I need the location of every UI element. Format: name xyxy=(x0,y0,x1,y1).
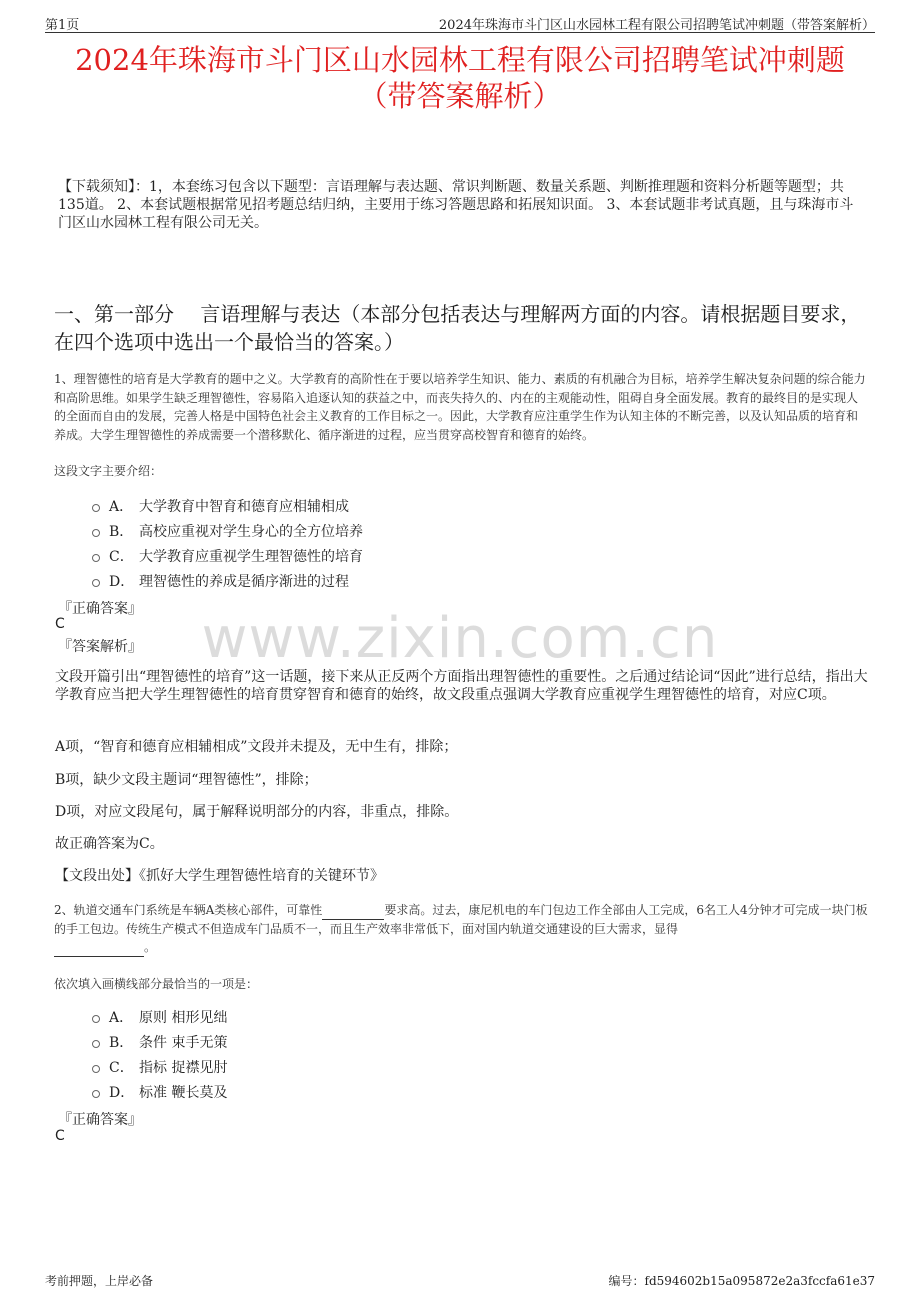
radio-icon[interactable] xyxy=(92,529,100,537)
option-letter: C． xyxy=(109,1060,134,1076)
q2-stem-part-1: 2、轨道交通车门系统是车辆A类核心部件，可靠性 xyxy=(54,903,323,917)
option-letter: B． xyxy=(109,1035,134,1051)
q1-note-b: B项，缺少文段主题词“理智德性”，排除； xyxy=(55,772,318,788)
q2-prompt: 依次填入画横线部分最恰当的一项是： xyxy=(54,977,259,991)
q2-option-c[interactable] xyxy=(92,1057,227,1077)
radio-icon[interactable] xyxy=(92,579,100,587)
q1-note-d: D项，对应文段尾句，属于解释说明部分的内容，非重点，排除。 xyxy=(55,804,459,820)
page-header xyxy=(45,12,875,33)
q2-option-b[interactable] xyxy=(92,1032,227,1052)
title-line-1: 2024年珠海市斗门区山水园林工程有限公司招聘笔试冲刺题 xyxy=(75,43,845,77)
option-letter: D． xyxy=(109,574,135,590)
q1-prompt: 这段文字主要介绍： xyxy=(54,464,163,478)
watermark: www.zixin.com.cn xyxy=(201,606,719,671)
header-doc-title: 2024年珠海市斗门区山水园林工程有限公司招聘笔试冲刺题（带答案解析） xyxy=(438,18,875,33)
radio-icon[interactable] xyxy=(92,504,100,512)
radio-icon[interactable] xyxy=(92,554,100,562)
q1-option-c[interactable] xyxy=(92,546,363,566)
option-letter: B． xyxy=(109,524,134,540)
q2-stem-part-3: 。 xyxy=(144,940,157,954)
document-title xyxy=(40,42,880,114)
radio-icon[interactable] xyxy=(92,1015,100,1023)
radio-icon[interactable] xyxy=(92,1090,100,1098)
option-text: 标准 鞭长莫及 xyxy=(139,1085,228,1101)
download-notice: 【下载须知】：1，本套练习包含以下题型：言语理解与表达题、常识判断题、数量关系题、判断推理题和资料分析题等题型；共135道。 2、本套试题根据常见招考题总结归纳，主要用于练习答题思路和拓展知识面。 3、本套试题非考试真题，且与珠海市斗门区山水园林工程有限公司无关。 xyxy=(58,179,854,231)
option-letter: C． xyxy=(109,549,134,565)
title-line-2: （带答案解析） xyxy=(358,79,562,113)
q2-blank-2 xyxy=(54,944,144,957)
option-text: 条件 束手无策 xyxy=(139,1035,228,1051)
q1-note-a: A项，“智育和德育应相辅相成”文段并未提及，无中生有，排除； xyxy=(55,739,458,755)
q2-answer-label: 『正确答案』 xyxy=(58,1112,142,1128)
q1-source: 【文段出处】《抓好大学生理智德性培育的关键环节》 xyxy=(55,868,384,884)
q2-option-d[interactable] xyxy=(92,1082,227,1102)
option-letter: A． xyxy=(109,499,134,515)
q2-stem xyxy=(54,901,868,957)
option-letter: D． xyxy=(109,1085,135,1101)
option-text: 指标 捉襟见肘 xyxy=(139,1060,228,1076)
footer-doc-id: 编号：fd594602b15a095872e2a3fccfa61e37 xyxy=(608,1274,875,1288)
option-letter: A． xyxy=(109,1010,134,1026)
q1-answer: C xyxy=(55,616,65,632)
q1-analysis-label: 『答案解析』 xyxy=(58,639,142,655)
q1-option-a[interactable] xyxy=(92,496,349,516)
page-number: 第1页 xyxy=(45,18,80,33)
footer-slogan: 考前押题，上岸必备 xyxy=(45,1274,154,1288)
q1-option-d[interactable] xyxy=(92,571,349,591)
q2-option-a[interactable] xyxy=(92,1007,227,1027)
q1-analysis: 文段开篇引出“理智德性的培育”这一话题，接下来从正反两个方面指出理智德性的重要性。之后通过结论词“因此”进行总结，指出大学教育应当把大学生理智德性的培育贯穿智育和德育的始终，故文段重点强调大学教育应重视学生理智德性的培育，对应C项。 xyxy=(55,669,868,703)
q1-conclusion: 故正确答案为C。 xyxy=(55,836,164,852)
option-text: 理智德性的养成是循序渐进的过程 xyxy=(139,574,349,590)
q1-option-b[interactable] xyxy=(92,521,363,541)
option-text: 大学教育中智育和德育应相辅相成 xyxy=(139,499,349,515)
radio-icon[interactable] xyxy=(92,1040,100,1048)
q2-answer: C xyxy=(55,1128,65,1144)
option-text: 高校应重视对学生身心的全方位培养 xyxy=(139,524,363,540)
q1-stem: 1、理智德性的培育是大学教育的题中之义。大学教育的高阶性在于要以培养学生知识、能力、素质的有机融合为目标，培养学生解决复杂问题的综合能力和高阶思维。如果学生缺乏理智德性，容易陷入追逐认知的获益之中，而丧失持久的、内在的主观能动性，阻碍自身全面发展。教育的最终目的是实现人的全面而自由的发展，完善人格是中国特色社会主义教育的工作目标之一。因此，大学教育应注重学生作为认知主体的不断完善，以及认知品质的培育和养成。大学生理智德性的养成需要一个潜移默化、循序渐进的过程，应当贯穿高校智育和德育的始终。 xyxy=(54,372,866,442)
q2-stem-part-2: 要求高。过去，康尼机电的车门包边工作全部由人工完成，6名工人4分钟才可完成一块门板的手工包边。传统生产模式不但造成车门品质不一，而且生产效率非常低下，面对国内轨道交通建设的巨大需求，显得 xyxy=(54,903,868,936)
option-text: 原则 相形见绌 xyxy=(139,1010,228,1026)
option-text: 大学教育应重视学生理智德性的培育 xyxy=(139,549,363,565)
q2-blank-1 xyxy=(322,907,384,920)
section-heading: 一、第一部分 言语理解与表达（本部分包括表达与理解两方面的内容。请根据题目要求，在四个选项中选出一个最恰当的答案。） xyxy=(54,302,861,354)
radio-icon[interactable] xyxy=(92,1065,100,1073)
q1-answer-label: 『正确答案』 xyxy=(58,601,142,617)
